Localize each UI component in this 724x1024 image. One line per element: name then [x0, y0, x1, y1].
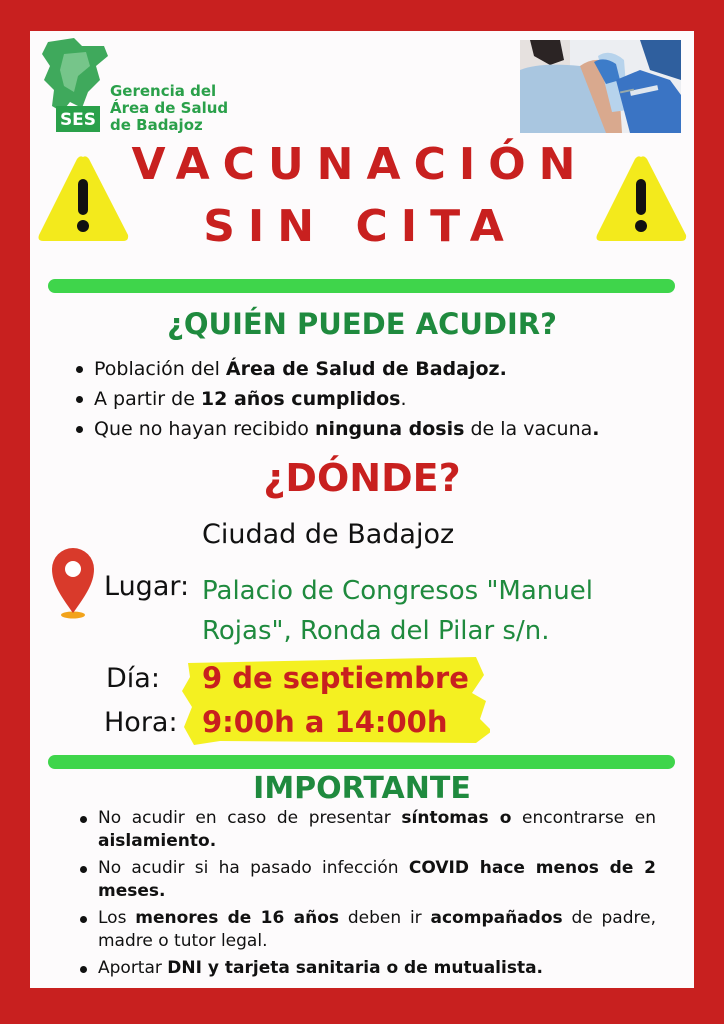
- place-value: [202, 571, 642, 651]
- place-line-1: Palacio de Congresos "Manuel: [202, 576, 593, 606]
- list-item: Población del Área de Salud de Badajoz.: [74, 354, 600, 384]
- ses-logo-icon: [34, 36, 114, 136]
- logo-text: [110, 83, 228, 134]
- important-list: [78, 807, 656, 984]
- place-line-2: Rojas", Ronda del Pilar s/n.: [202, 616, 550, 646]
- day-value: 9 de septiembre: [202, 661, 469, 695]
- list-item: Los menores de 16 años deben ir acompañados de padre, madre o tutor legal.: [78, 907, 656, 953]
- hour-label: Hora:: [104, 707, 178, 738]
- title-line-2: SIN CITA: [203, 201, 517, 252]
- list-item: No acudir en caso de presentar síntomas o encontrarse en aislamiento.: [78, 807, 656, 853]
- green-divider: [48, 755, 675, 769]
- hour-value: 9:00h a 14:00h: [202, 705, 448, 739]
- logo-line-1: Gerencia del: [110, 82, 217, 100]
- where-heading: ¿DÓNDE?: [263, 456, 461, 500]
- poster: [30, 31, 694, 988]
- who-heading: ¿QUIÉN PUEDE ACUDIR?: [167, 307, 557, 341]
- list-item: A partir de 12 años cumplidos.: [74, 384, 600, 414]
- logo-line-2: Área de Salud: [110, 99, 229, 117]
- warning-icon: [594, 153, 688, 243]
- who-list: [74, 354, 600, 444]
- important-heading: IMPORTANTE: [253, 771, 471, 806]
- warning-icon: [36, 153, 130, 243]
- location-pin-icon: [50, 545, 96, 619]
- svg-text:SES: SES: [59, 110, 97, 130]
- day-label: Día:: [106, 663, 160, 694]
- title-line-1: VACUNACIÓN: [131, 139, 589, 190]
- green-divider: [48, 279, 675, 293]
- list-item: Que no hayan recibido ninguna dosis de la vacuna.: [74, 414, 600, 444]
- list-item: No acudir si ha pasado infección COVID hace menos de 2 meses.: [78, 857, 656, 903]
- place-label: Lugar:: [104, 571, 190, 602]
- vaccination-photo: [520, 40, 681, 133]
- city-text: Ciudad de Badajoz: [202, 519, 455, 550]
- list-item: Aportar DNI y tarjeta sanitaria o de mutualista.: [78, 957, 656, 980]
- logo-line-3: de Badajoz: [110, 116, 203, 134]
